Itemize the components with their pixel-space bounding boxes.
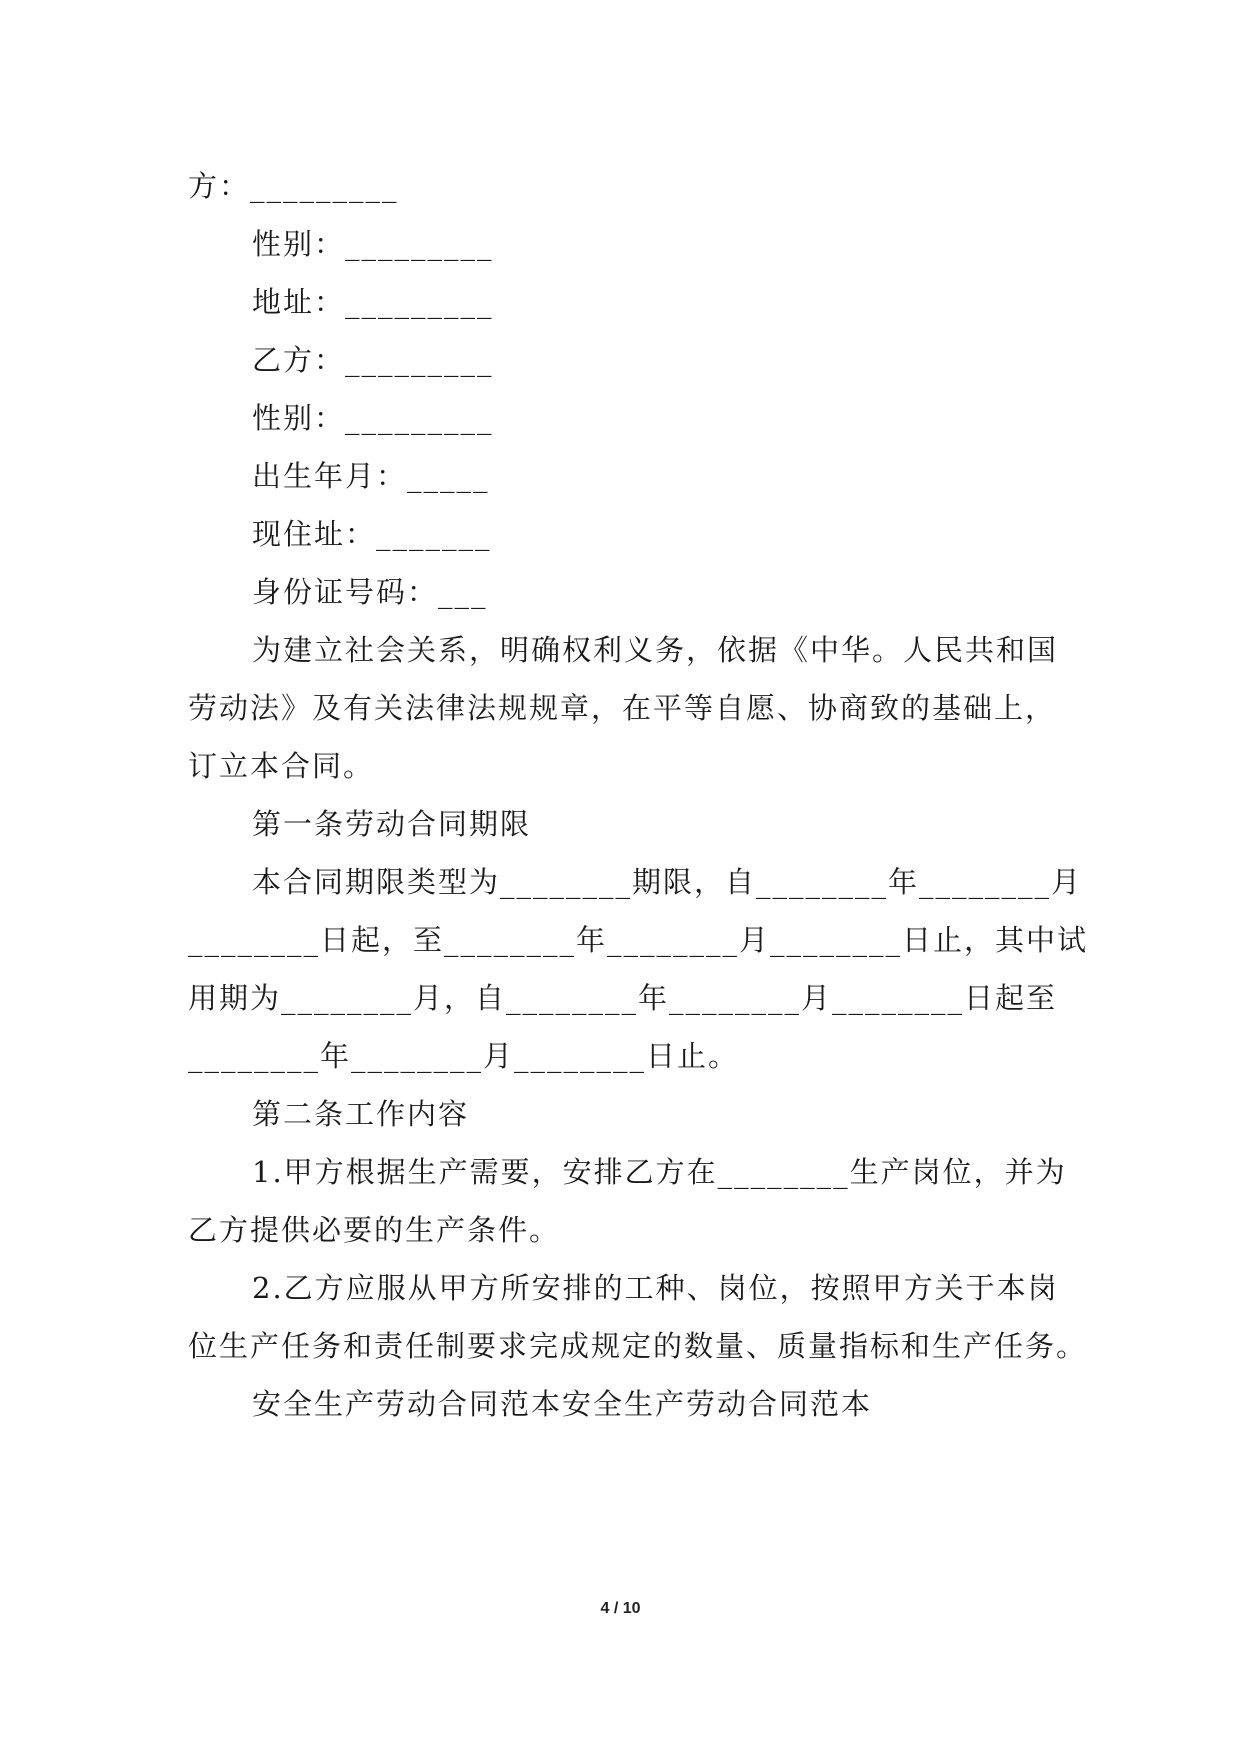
article-1-line-3: 用期为________月，自________年________月________日起至 <box>188 981 1058 1015</box>
article-2-item-2-line-2: 位生产任务和责任制要求完成规定的数量、质量指标和生产任务。 <box>188 1329 1088 1363</box>
preamble-line-3: 订立本合同。 <box>188 749 375 783</box>
field-party-b-gender: 性别：_________ <box>252 401 494 435</box>
field-party-a-name: 方：_________ <box>188 169 399 203</box>
article-1-line-4: ________年________月________日止。 <box>188 1039 740 1073</box>
article-2-heading: 第二条工作内容 <box>252 1097 470 1131</box>
article-1-heading: 第一条劳动合同期限 <box>252 807 532 841</box>
field-id-number: 身份证号码：___ <box>252 575 488 609</box>
document-footer-title: 安全生产劳动合同范本安全生产劳动合同范本 <box>252 1387 873 1421</box>
article-2-item-1-line-2: 乙方提供必要的生产条件。 <box>188 1213 561 1247</box>
preamble-line-1: 为建立社会关系，明确权利义务，依据《中华。人民共和国 <box>252 633 1059 667</box>
page-number: 4 / 10 <box>600 1600 641 1617</box>
field-party-a-gender: 性别：_________ <box>252 227 494 261</box>
article-2-item-2-line-1: 2.乙方应服从甲方所安排的工种、岗位，按照甲方关于本岗 <box>252 1271 1059 1305</box>
article-2-item-1-line-1: 1.甲方根据生产需要，安排乙方在________生产岗位，并为 <box>252 1155 1067 1189</box>
field-birth-date: 出生年月：_____ <box>252 459 490 493</box>
preamble-line-2: 劳动法》及有关法律法规规章，在平等自愿、协商致的基础上， <box>188 691 1057 725</box>
article-1-line-1: 本合同期限类型为________期限，自________年________月 <box>252 865 1083 899</box>
field-party-a-address: 地址：_________ <box>252 285 494 319</box>
field-current-address: 现住址：_______ <box>252 517 492 551</box>
field-party-b: 乙方：_________ <box>252 343 494 377</box>
article-1-line-2: ________日起，至________年________月________日止，其中试 <box>188 923 1089 957</box>
